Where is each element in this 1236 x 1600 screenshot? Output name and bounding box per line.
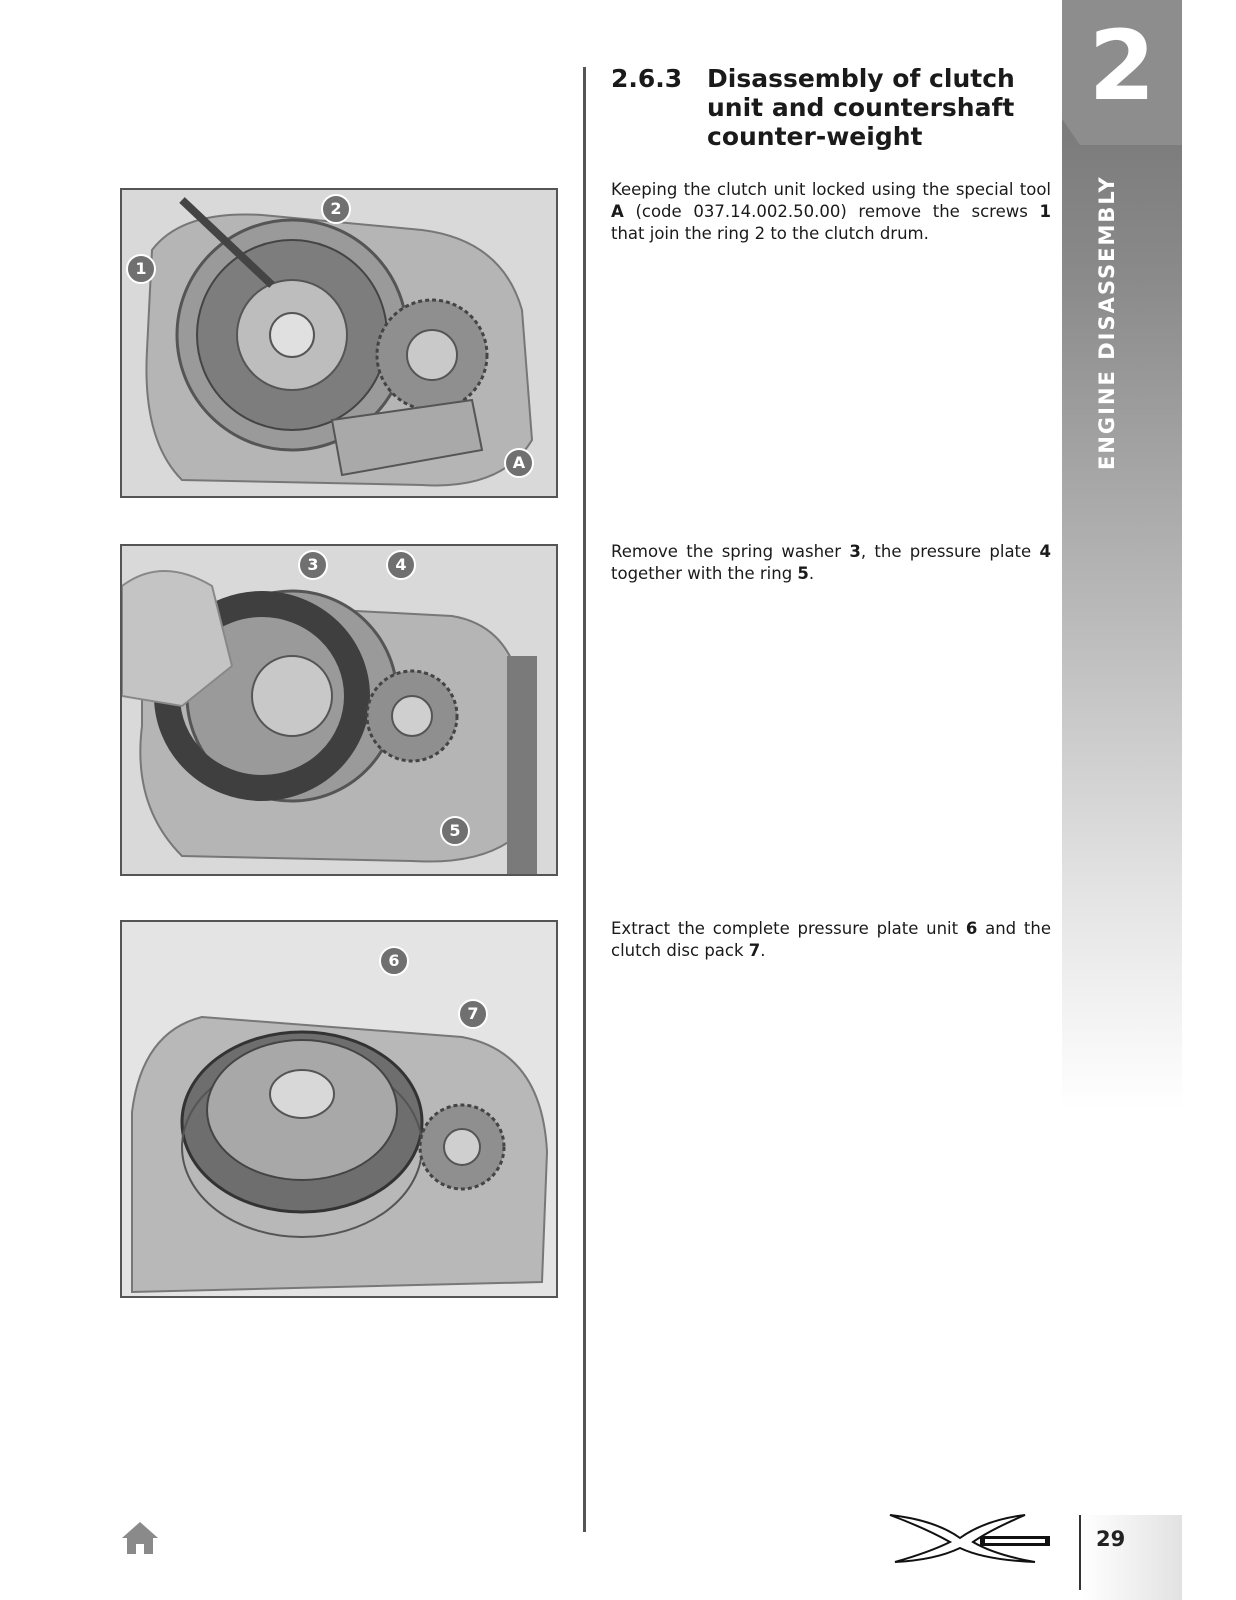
- section-heading-number: 2.6.3: [611, 64, 683, 93]
- photo-clutch-disc-pack-illustration: [122, 922, 556, 1296]
- callout: 7: [458, 999, 488, 1029]
- photo-clutch-disc-pack: [120, 920, 558, 1298]
- callout: 2: [321, 194, 351, 224]
- callout: 5: [440, 816, 470, 846]
- callout: 1: [126, 254, 156, 284]
- home-icon[interactable]: [120, 1520, 160, 1560]
- photo-pressure-plate: [120, 544, 558, 876]
- section-name: ENGINE DISASSEMBLY: [1095, 175, 1119, 470]
- photo-clutch-locked: [120, 188, 558, 498]
- chapter-number: 2: [1088, 10, 1156, 122]
- section-heading-title: Disassembly of clutch unit and countershaft counter-weight: [707, 64, 1015, 151]
- column-divider: [583, 67, 586, 1532]
- photo-clutch-locked-illustration: [122, 190, 556, 496]
- page-number: 29: [1096, 1527, 1126, 1551]
- callout: A: [504, 448, 534, 478]
- step-2-text: Remove the spring washer 3, the pressure plate 4 together with the ring 5.: [611, 542, 1051, 583]
- photo-pressure-plate-illustration: [122, 546, 556, 874]
- xtrainer-logo: [885, 1510, 1055, 1569]
- step-1-text: Keeping the clutch unit locked using the special tool A (code 037.14.002.50.00) remove the screws 1 that join the ring 2 to the clutch drum.: [611, 180, 1051, 243]
- chapter-side-tab: [1062, 0, 1182, 1110]
- step-3-text: Extract the complete pressure plate unit 6 and the clutch disc pack 7.: [611, 919, 1051, 960]
- callout: 3: [298, 550, 328, 580]
- callout: 4: [386, 550, 416, 580]
- callout: 6: [379, 946, 409, 976]
- page-number-separator: [1079, 1515, 1081, 1590]
